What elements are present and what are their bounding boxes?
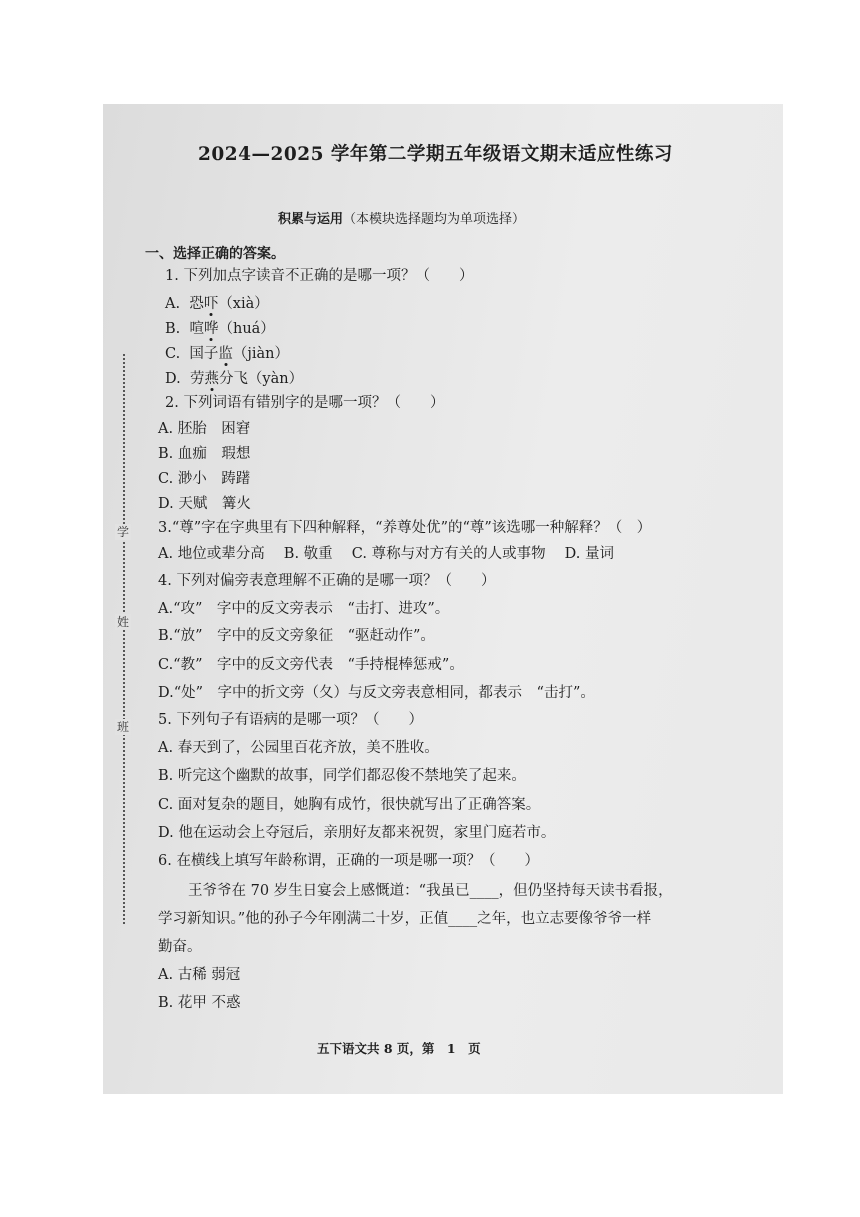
q4-option-c: C.“教” 字中的反文旁代表 “手持棍棒惩戒”。: [158, 657, 464, 673]
dotted-char: 吓: [203, 296, 219, 312]
section-note: （本模块选择题均为单项选择）: [343, 212, 526, 227]
q5-option-b: B. 听完这个幽默的故事，同学们都忍俊不禁地笑了起来。: [158, 768, 526, 784]
section-title: 积累与运用: [278, 212, 344, 227]
exam-title: 2024—2025 学年第二学期五年级语文期末适应性练习: [198, 144, 673, 165]
q2-option-a: A. 胚胎 困窘: [158, 421, 251, 437]
question-2-stem: 2. 下列词语有错别字的是哪一项？（ ）: [165, 395, 445, 411]
question-1-stem: 1. 下列加点字读音不正确的是哪一项？（ ）: [165, 268, 474, 284]
dotted-char: 监: [218, 346, 233, 362]
binding-margin-dotted-line: [123, 354, 125, 924]
q4-option-b: B.“放” 字中的反文旁象征 “驱赶动作”。: [158, 628, 435, 644]
q6-passage-line-1: 王爷爷在 70 岁生日宴会上感慨道：“我虽已____，但仍坚持每天读书看报，: [188, 883, 673, 899]
q6-passage-line-2: 学习新知识。”他的孙子今年刚满二十岁，正值____之年，也立志要像爷爷一样: [158, 911, 652, 927]
q2-option-c: C. 渺小 踌躇: [158, 471, 251, 487]
q1-option-b: B. 喧哗（huá）: [165, 321, 275, 337]
page-footer: 五下语文共 8 页，第 1 页: [317, 1041, 481, 1056]
margin-mark: 姓: [116, 615, 129, 629]
q5-option-a: A. 春天到了，公园里百花齐放，美不胜收。: [158, 740, 439, 756]
question-3-stem: 3.“尊”字在字典里有下四种解释，“养尊处优”的“尊”该选哪一种解释？（ ）: [158, 520, 652, 536]
q2-option-d: D. 天赋 篝火: [158, 496, 251, 512]
q1-option-c: C. 国子监（jiàn）: [165, 346, 290, 362]
margin-mark: 学: [116, 525, 129, 539]
q5-option-c: C. 面对复杂的题目，她胸有成竹，很快就写出了正确答案。: [158, 797, 541, 813]
exam-sheet: [103, 104, 783, 1094]
q1-option-d: D. 劳燕分飞（yàn）: [165, 371, 304, 387]
part-heading: 一、选择正确的答案。: [145, 246, 285, 262]
question-5-stem: 5. 下列句子有语病的是哪一项？（ ）: [158, 712, 423, 728]
q1-option-a: A. 恐吓（xià）: [165, 296, 269, 312]
margin-mark: 班: [116, 720, 129, 734]
q5-option-d: D. 他在运动会上夺冠后，亲朋好友都来祝贺，家里门庭若市。: [158, 825, 556, 841]
q6-option-a: A. 古稀 弱冠: [158, 967, 241, 983]
q2-option-b: B. 血痂 瑕想: [158, 446, 251, 462]
dotted-char: 燕: [204, 371, 219, 387]
question-6-stem: 6. 在横线上填写年龄称谓，正确的一项是哪一项？（ ）: [158, 853, 539, 869]
dotted-char: 哗: [203, 321, 219, 337]
section-heading: [278, 208, 525, 227]
q6-passage-line-3: 勤奋。: [158, 939, 202, 955]
question-4-stem: 4. 下列对偏旁表意理解不正确的是哪一项？（ ）: [158, 573, 496, 589]
q3-options: A. 地位或辈分高 B. 敬重 C. 尊称与对方有关的人或事物 D. 量词: [158, 546, 615, 562]
q6-option-b: B. 花甲 不惑: [158, 995, 241, 1011]
q4-option-a: A.“攻” 字中的反文旁表示 “击打、进攻”。: [158, 601, 450, 617]
q4-option-d: D.“处” 字中的折文旁（夂）与反文旁表意相同，都表示 “击打”。: [158, 685, 595, 701]
